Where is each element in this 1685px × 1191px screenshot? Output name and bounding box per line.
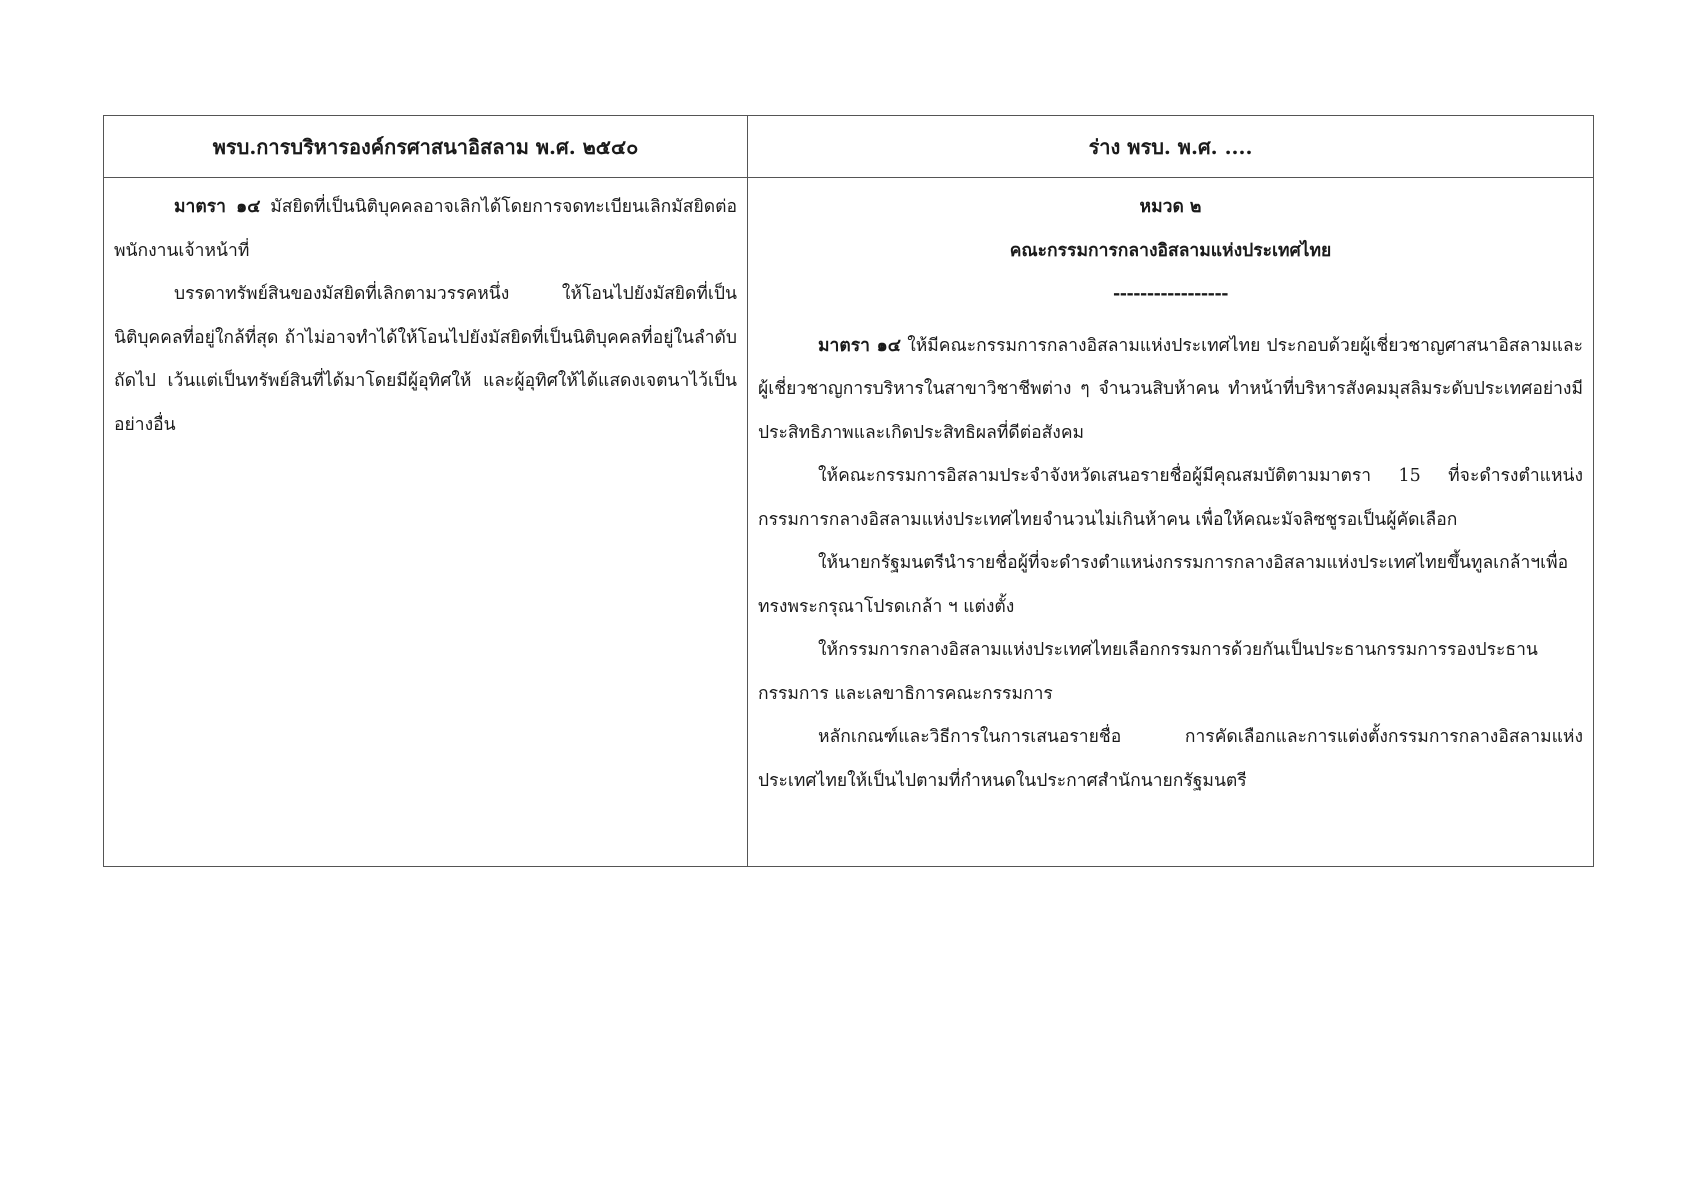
right-paragraph-3: ให้นายกรัฐมนตรีนำรายชื่อผู้ที่จะดำรงตำแหน่งกรรมการกลางอิสลามแห่งประเทศไทยขึ้นทูลเกล้าฯเพื่อทรงพระกรุณาโปรดเกล้า ฯ แต่งตั้ง (758, 553, 1569, 617)
table-header-row (104, 116, 1594, 178)
table-body-row (104, 178, 1594, 867)
left-section-label: มาตรา ๑๔ (174, 197, 261, 217)
chapter-divider: ----------------- (1113, 284, 1228, 304)
left-column-cell (104, 178, 748, 867)
left-paragraph-2: บรรดาทรัพย์สินของมัสยิดที่เลิกตามวรรคหนึ่ง ให้โอนไปยังมัสยิดที่เป็นนิติบุคคลที่อยู่ใกล้ที่สุด ถ้าไม่อาจทำได้ให้โอนไปยังมัสยิดที่เป็นนิติบุคคลที่อยู่ในลำดับถัดไป เว้นแต่เป็นทรัพย์สินที่ได้มาโดยมีผู้อุทิศให้ และผู้อุทิศให้ได้แสดงเจตนาไว้เป็นอย่างอื่น (114, 284, 737, 435)
chapter-number: หมวด ๒ (1139, 197, 1202, 217)
right-column-header: ร่าง พรบ. พ.ศ. .... (748, 116, 1594, 178)
left-column-header: พรบ.การบริหารองค์กรศาสนาอิสลาม พ.ศ. ๒๕๔๐ (104, 116, 748, 178)
right-section-paragraph (758, 325, 1583, 456)
right-section-label: มาตรา ๑๔ (818, 335, 902, 356)
left-section-paragraph (114, 186, 737, 273)
chapter-title: คณะกรรมการกลางอิสลามแห่งประเทศไทย (1009, 240, 1332, 261)
left-section-text: มัสยิดที่เป็นนิติบุคคลอาจเลิกได้โดยการจดทะเบียนเลิกมัสยิดต่อพนักงานเจ้าหน้าที่ (114, 197, 737, 261)
right-column-cell (748, 178, 1594, 867)
comparison-table (103, 115, 1594, 867)
right-paragraph-2: ให้คณะกรรมการอิสลามประจำจังหวัดเสนอรายชื่อผู้มีคุณสมบัติตามมาตรา 15 ที่จะดำรงตำแหน่งกรรมการกลางอิสลามแห่งประเทศไทยจำนวนไม่เกินห้าคน เพื่อให้คณะมัจลิซชูรอเป็นผู้คัดเลือก (758, 466, 1583, 530)
right-paragraph-4: ให้กรรมการกลางอิสลามแห่งประเทศไทยเลือกกรรมการด้วยกันเป็นประธานกรรมการรองประธานกรรมการ และเลขาธิการคณะกรรมการ (758, 640, 1538, 704)
right-paragraph-5: หลักเกณฑ์และวิธีการในการเสนอรายชื่อ การคัดเลือกและการแต่งตั้งกรรมการกลางอิสลามแห่งประเทศไทยให้เป็นไปตามที่กำหนดในประกาศสำนักนายกรัฐมนตรี (758, 727, 1583, 791)
right-section-text: ให้มีคณะกรรมการกลางอิสลามแห่งประเทศไทย ประกอบด้วยผู้เชี่ยวชาญศาสนาอิสลามและผู้เชี่ยวชาญการบริหารในสาขาวิชาชีพต่าง ๆ จำนวนสิบห้าคน ทำหน้าที่บริหารสังคมมุสลิมระดับประเทศอย่างมีประสิทธิภาพและเกิดประสิทธิผลที่ดีต่อสังคม (758, 335, 1583, 443)
